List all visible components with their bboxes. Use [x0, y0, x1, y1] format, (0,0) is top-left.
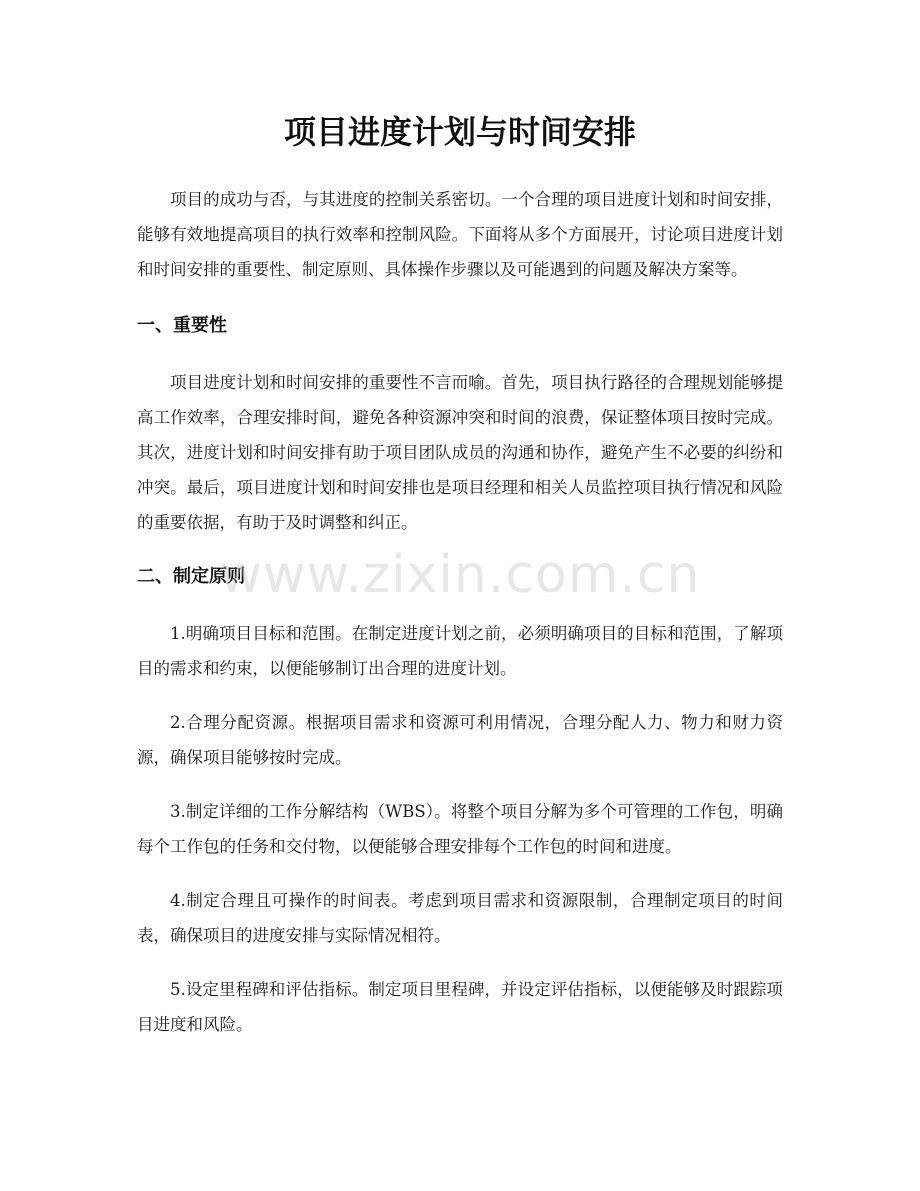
importance-paragraph: 项目进度计划和时间安排的重要性不言而喻。首先，项目执行路径的合理规划能够提高工作效率，合理安排时间，避免各种资源冲突和时间的浪费，保证整体项目按时完成。其次，进度计划和时间安排有助于项目团队成员的沟通和协作，避免产生不必要的纠纷和冲突。最后，项目进度计划和时间安排也是项目经理和相关人员监控项目执行情况和风险的重要依据，有助于及时调整和纠正。	[137, 373, 783, 532]
intro-paragraph: 项目的成功与否，与其进度的控制关系密切。一个合理的项目进度计划和时间安排，能够有效地提高项目的执行效率和控制风险。下面将从多个方面展开，讨论项目进度计划和时间安排的重要性、制定原则、具体操作步骤以及可能遇到的问题及解决方案等。	[137, 190, 783, 279]
document-body	[137, 182, 783, 1061]
section-heading-importance: 一、重要性	[137, 315, 227, 336]
principle-item-5: 5.设定里程碑和评估指标。制定项目里程碑，并设定评估指标，以便能够及时跟踪项目进度和风险。	[137, 980, 783, 1034]
principle-item-1: 1.明确项目目标和范围。在制定进度计划之前，必须明确项目的目标和范围，了解项目的需求和约束，以便能够制订出合理的进度计划。	[137, 624, 783, 678]
page-title: 项目进度计划与时间安排	[283, 113, 636, 151]
section-heading-principles: 二、制定原则	[137, 566, 245, 587]
principle-item-2: 2.合理分配资源。根据项目需求和资源可利用情况，合理分配人力、物力和财力资源，确保项目能够按时完成。	[137, 713, 783, 767]
principle-item-4: 4.制定合理且可操作的时间表。考虑到项目需求和资源限制，合理制定项目的时间表，确保项目的进度安排与实际情况相符。	[137, 891, 783, 945]
watermark-text: www.zixin.com.cn	[219, 545, 701, 605]
principle-item-3: 3.制定详细的工作分解结构（WBS）。将整个项目分解为多个可管理的工作包，明确每个工作包的任务和交付物，以便能够合理安排每个工作包的时间和进度。	[137, 802, 783, 856]
